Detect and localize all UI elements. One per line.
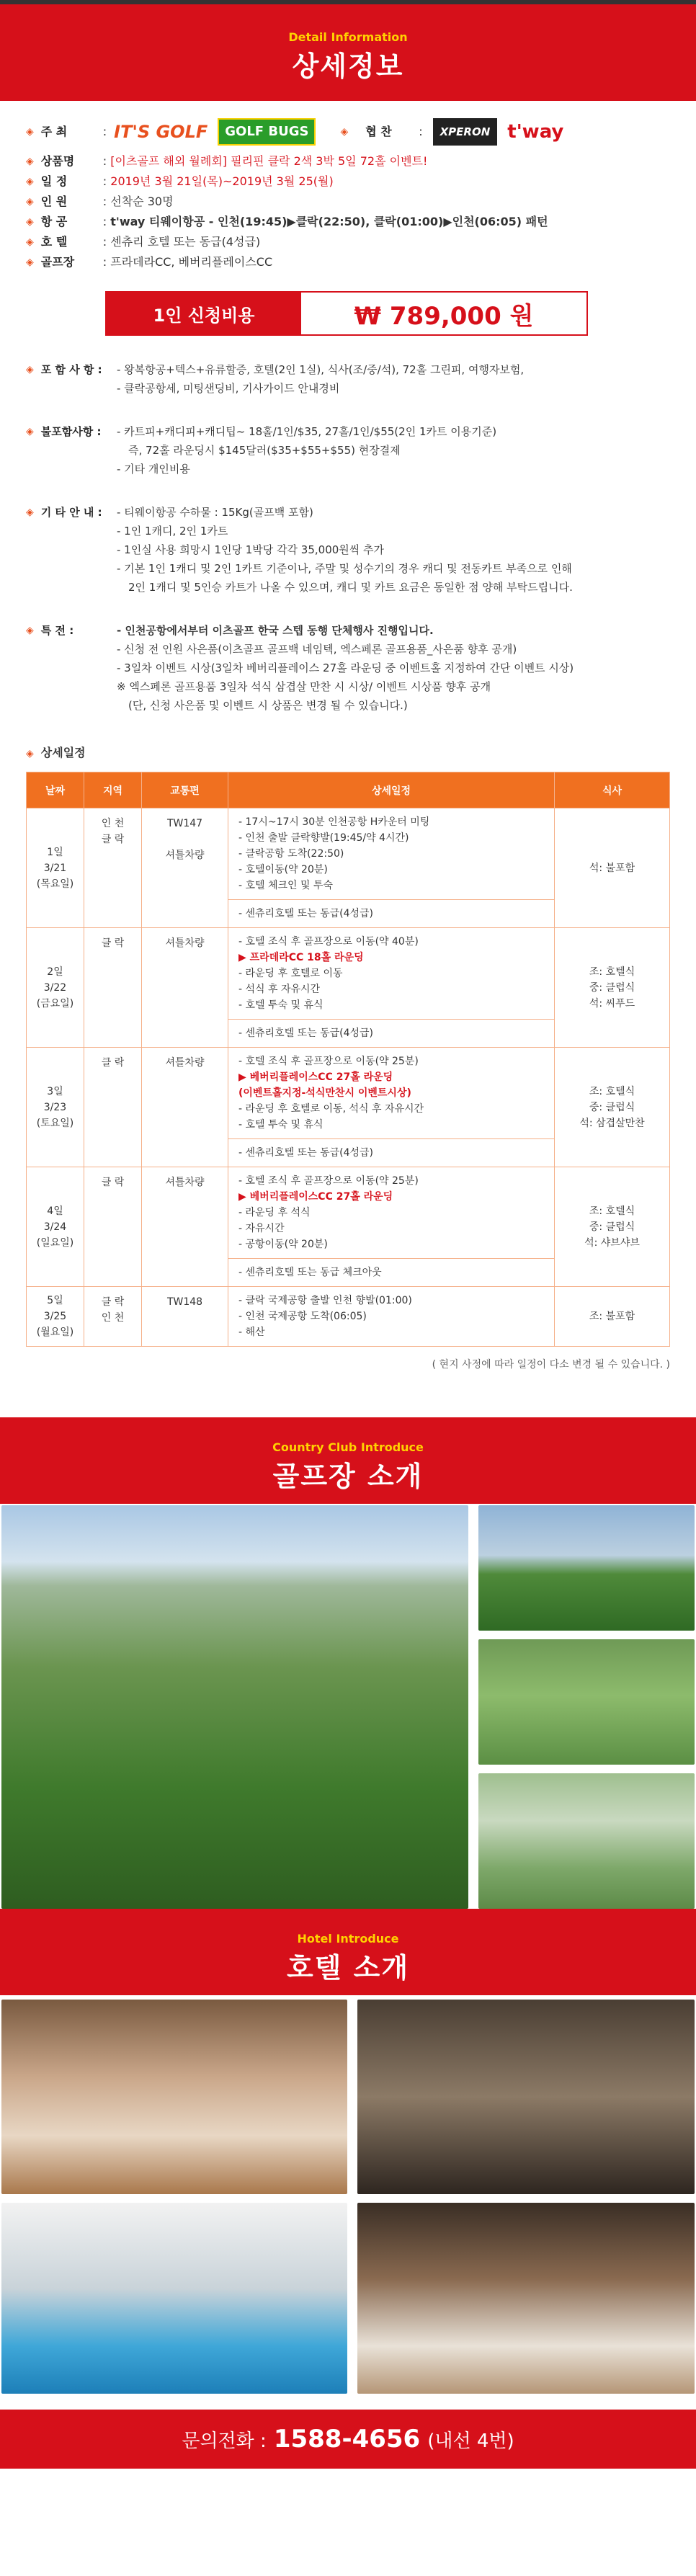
schedule-meal: 조: 불포함 — [555, 1287, 670, 1347]
schedule-item: - 라운딩 후 호텔로 이동 — [238, 968, 343, 979]
schedule-row — [27, 808, 670, 928]
schedule-item: - 호텔 조식 후 골프장으로 이동(약 25분) — [238, 1175, 419, 1187]
schedule-item: - 호텔 조식 후 골프장으로 이동(약 25분) — [238, 1056, 419, 1067]
hotel-room-photo — [357, 2203, 695, 2394]
schedule-item: - 호텔이동(약 20분) — [238, 864, 328, 875]
itsgolf-logo: IT'S GOLF — [114, 122, 208, 142]
exclude-section: ◈ 불포함사항 : - 카트피+캐디피+캐디팁~ 18홀/1인/$35, 27홀/1인/$55(2인 1카트 이용기준) 즉, 72홀 라운딩시 $145달러($35+$55+$55) 현장결제 - 기타 개인비용 — [26, 422, 670, 478]
golfcourse-aerial-photo — [1, 1505, 468, 1909]
bullet-icon: ◈ — [26, 426, 34, 437]
tway-logo: t'way — [507, 121, 564, 143]
bullet-icon: ◈ — [26, 625, 34, 636]
schedule-item: ▶ 프라데라CC 18홀 라운딩 — [238, 952, 364, 963]
info-row-hotel: ◈ 호 텔 : 센츄리 호텔 또는 동급(4성급) — [26, 232, 670, 252]
hotel-banner — [0, 1909, 696, 1995]
detail-info-banner — [0, 0, 696, 101]
sponsor-label: 협 찬 — [365, 125, 392, 138]
schedule-detail — [228, 1048, 555, 1167]
bullet-icon: ◈ — [26, 507, 34, 518]
schedule-hotel: - 센츄리호텔 또는 동급 체크아웃 — [228, 1258, 554, 1286]
hotel-buffet-photo — [1, 2000, 347, 2194]
schedule-region: 인 천 클 락 — [84, 808, 142, 928]
special-section: ◈ 특 전 : - 인천공항에서부터 이츠골프 한국 스텝 동행 단체행사 진행입니다. - 신청 전 인원 사은품(이츠골프 골프백 네임텍, 엑스페론 골프용품_사은품 향후 공개) - 3일차 이벤트 시상(3일차 베버리플레이스 27홀 라운딩 중 이벤트홀 지정하여 간단 이벤트 시상) ※ 엑스페론 골프용품 3일차 석식 삼겹살 만찬 시 시상/ 이벤트 시상품 향후 공개 (단, 신청 사은품 및 이벤트 시 상품은 변경 될 수 있습니다.) — [26, 621, 670, 715]
schedule-item: - 호텔 체크인 및 투숙 — [238, 880, 334, 891]
schedule-item: - 클락공항 도착(22:50) — [238, 848, 344, 860]
schedule-meal: 조: 호텔식 중: 클럽식 석: 삼겹살만찬 — [555, 1048, 670, 1167]
schedule-detail — [228, 1167, 555, 1287]
schedule-transport: 셔틀차량 — [142, 1048, 228, 1167]
schedule-item: - 해산 — [238, 1327, 265, 1338]
banner-subtitle: Detail Information — [288, 30, 408, 44]
schedule-transport: 셔틀차량 — [142, 1167, 228, 1287]
schedule-hotel: - 센츄리호텔 또는 동급(4성급) — [228, 1138, 554, 1167]
schedule-item: - 자유시간 — [238, 1223, 285, 1234]
price-value: ₩ 789,000 원 — [354, 301, 534, 331]
schedule-date: 4일 3/24 (일요일) — [27, 1167, 84, 1287]
schedule-region: 클 락 인 천 — [84, 1287, 142, 1347]
schedule-transport: TW148 — [142, 1287, 228, 1347]
schedule-hotel: - 센츄리호텔 또는 동급(4성급) — [228, 899, 554, 927]
bullet-icon: ◈ — [26, 196, 34, 208]
schedule-item: - 인천 출발 클락향발(19:45/약 4시간) — [238, 832, 409, 844]
golfcourse-banner — [0, 1417, 696, 1504]
bullet-icon: ◈ — [26, 216, 34, 228]
hotel-pool-photo — [1, 2203, 347, 2394]
schedule-title: ◈ 상세일정 — [26, 746, 86, 759]
host-label: 주 최 — [40, 125, 68, 138]
contact-ext: (내선 4번) — [427, 2430, 514, 2452]
banner-title: 골프장 소개 — [272, 1461, 424, 1492]
golfcourse-carts-photo — [478, 1773, 695, 1909]
schedule-item: - 호텔 투숙 및 휴식 — [238, 1119, 324, 1131]
schedule-item: - 17시~17시 30분 인천공항 H카운터 미팅 — [238, 816, 430, 828]
contact-phone[interactable]: 1588-4656 — [273, 2425, 421, 2454]
hotel-gallery — [0, 1995, 696, 2394]
contact-footer — [0, 2410, 696, 2469]
schedule-item: - 클락 국제공항 출발 인천 향발(01:00) — [238, 1295, 412, 1306]
bullet-icon: ◈ — [340, 126, 349, 138]
schedule-body — [27, 808, 670, 1347]
golfbugs-logo: GOLF BUGS — [218, 118, 316, 146]
schedule-row — [27, 928, 670, 1048]
schedule-date: 5일 3/25 (월요일) — [27, 1287, 84, 1347]
include-section: ◈ 포 함 사 항 : - 왕복항공+텍스+유류할증, 호텔(2인 1실), 식사(조/중/석), 72홀 그린피, 여행자보험, - 클락공항세, 미팅샌딩비, 기사가이드 안내경비 — [26, 360, 670, 398]
info-row-people: ◈ 인 원 : 선착순 30명 — [26, 192, 670, 212]
bullet-icon: ◈ — [26, 126, 34, 138]
price-box — [105, 291, 588, 336]
schedule-date: 2일 3/22 (금요일) — [27, 928, 84, 1048]
golfcourse-field-photo — [478, 1639, 695, 1765]
host-row: ◈ 주 최 : IT'S GOLF GOLF BUGS ◈ 협 찬 : XPERON t'way — [26, 118, 670, 146]
schedule-region: 클 락 — [84, 1048, 142, 1167]
schedule-date: 3일 3/23 (토요일) — [27, 1048, 84, 1167]
schedule-note: ( 현지 사정에 따라 일정이 다소 변경 될 수 있습니다. ) — [432, 1359, 670, 1371]
info-row-flight: ◈ 항 공 : t'way 티웨이항공 - 인천(19:45)▶클락(22:50), 클락(01:00)▶인천(06:05) 패턴 — [26, 212, 670, 232]
schedule-hotel: - 센츄리호텔 또는 동급(4성급) — [228, 1019, 554, 1047]
banner-subtitle: Country Club Introduce — [272, 1440, 424, 1454]
banner-title: 상세정보 — [292, 50, 404, 82]
schedule-item: - 인천 국제공항 도착(06:05) — [238, 1311, 367, 1322]
schedule-date: 1일 3/21 (목요일) — [27, 808, 84, 928]
bullet-icon: ◈ — [26, 257, 34, 268]
schedule-detail — [228, 928, 555, 1048]
schedule-table — [26, 772, 670, 1347]
banner-title: 호텔 소개 — [286, 1952, 410, 1984]
bullet-icon: ◈ — [26, 364, 34, 375]
schedule-meal: 조: 호텔식 중: 클럽식 석: 씨푸드 — [555, 928, 670, 1048]
bullet-icon: ◈ — [26, 176, 34, 187]
schedule-item: - 호텔 조식 후 골프장으로 이동(약 40분) — [238, 936, 419, 948]
bullet-icon: ◈ — [26, 748, 34, 759]
schedule-row — [27, 1287, 670, 1347]
golfcourse-lake-photo — [478, 1505, 695, 1631]
price-label: 1인 신청비용 — [107, 293, 301, 334]
schedule-item: ▶ 베버리플레이스CC 27홀 라운딩 — [238, 1071, 393, 1083]
schedule-detail — [228, 808, 555, 928]
hotel-lobby-photo — [357, 2000, 695, 2194]
schedule-item: - 석식 후 자유시간 — [238, 984, 321, 995]
schedule-transport: TW147 셔틀차량 — [142, 808, 228, 928]
info-row-schedule: ◈ 일 정 : 2019년 3월 21일(목)~2019년 3월 25(월) — [26, 171, 670, 192]
detail-content — [0, 101, 696, 1386]
bullet-icon: ◈ — [26, 236, 34, 248]
contact-label: 문의전화 : — [182, 2430, 267, 2452]
schedule-item: - 호텔 투숙 및 휴식 — [238, 999, 324, 1011]
schedule-item: - 라운딩 후 석식 — [238, 1207, 311, 1218]
schedule-detail — [228, 1287, 555, 1347]
info-row-product: ◈ 상품명 : [이츠골프 해외 월례회] 필리핀 클락 2색 3박 5일 72홀 이벤트! — [26, 151, 670, 171]
info-row-golfcourse: ◈ 골프장 : 프라데라CC, 베버리플레이스CC — [26, 252, 670, 272]
table-header-row: 날짜 지역 교통편 상세일정 식사 — [27, 772, 670, 808]
schedule-region: 클 락 — [84, 1167, 142, 1287]
schedule-row — [27, 1048, 670, 1167]
schedule-region: 클 락 — [84, 928, 142, 1048]
golfcourse-gallery — [0, 1505, 696, 1909]
schedule-item: - 공항이동(약 20분) — [238, 1239, 328, 1250]
bullet-icon: ◈ — [26, 156, 34, 167]
schedule-meal: 조: 호텔식 중: 클럽식 석: 샤브샤브 — [555, 1167, 670, 1287]
schedule-meal: 석: 불포함 — [555, 808, 670, 928]
etc-section: ◈ 기 타 안 내 : - 티웨이항공 수하물 : 15Kg(골프백 포함) - 1인 1캐디, 2인 1카트 - 1인실 사용 희망시 1인당 1박당 각각 35,000원씩 추가 - 기본 1인 1캐디 및 2인 1카트 기준이나, 주말 및 성수기의 경우 캐디 및 전동카트 부족으로 인해 2인 1캐디 및 5인승 카트가 나올 수 있으며, 캐디 및 카트 요금은 동일한 점 양해 부탁드립니다. — [26, 503, 670, 597]
xperon-logo: XPERON — [433, 118, 498, 146]
schedule-transport: 셔틀차량 — [142, 928, 228, 1048]
schedule-item: - 라운딩 후 호텔로 이동, 석식 후 자유시간 — [238, 1103, 424, 1115]
banner-subtitle: Hotel Introduce — [297, 1932, 399, 1946]
schedule-item: (이벤트홀지정-석식만찬시 이벤트시상) — [238, 1087, 411, 1099]
info-rows — [26, 151, 670, 272]
host-logos: IT'S GOLF GOLF BUGS ◈ 협 찬 : XPERON t'way — [114, 118, 563, 146]
schedule-item: ▶ 베버리플레이스CC 27홀 라운딩 — [238, 1191, 393, 1203]
schedule-row — [27, 1167, 670, 1287]
